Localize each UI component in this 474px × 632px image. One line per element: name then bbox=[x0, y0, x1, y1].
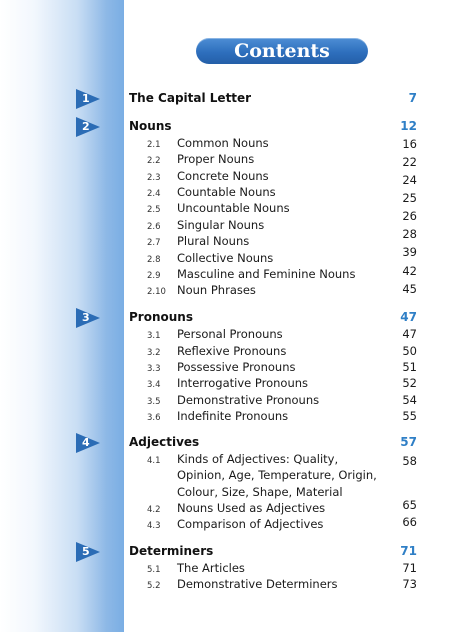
chapter-marker-icon: 3 bbox=[76, 308, 100, 328]
section-page: 73 bbox=[402, 577, 417, 591]
section-number: 2.2 bbox=[147, 156, 161, 166]
blue-spine bbox=[0, 0, 124, 632]
section-number: 4.2 bbox=[147, 505, 161, 515]
section-page: 45 bbox=[402, 282, 417, 296]
section-title[interactable]: Interrogative Pronouns bbox=[177, 376, 309, 390]
chapter-page: 71 bbox=[400, 544, 417, 558]
section-title[interactable]: The Articles bbox=[177, 561, 245, 575]
section-number: 2.9 bbox=[147, 271, 161, 281]
section-page: 25 bbox=[402, 191, 417, 205]
chapter-title[interactable]: Pronouns bbox=[129, 310, 193, 324]
section-title[interactable]: Comparison of Adjectives bbox=[177, 517, 324, 531]
section-title[interactable]: Concrete Nouns bbox=[177, 169, 269, 183]
section-page: 65 bbox=[402, 498, 417, 512]
section-number: 2.3 bbox=[147, 173, 161, 183]
chapter-page: 57 bbox=[400, 435, 417, 449]
section-page: 47 bbox=[402, 327, 417, 341]
section-page: 16 bbox=[402, 137, 417, 151]
chapter-title[interactable]: Nouns bbox=[129, 119, 172, 133]
section-number: 4.1 bbox=[147, 456, 161, 466]
section-title[interactable]: Singular Nouns bbox=[177, 218, 265, 232]
section-page: 54 bbox=[402, 393, 417, 407]
chapter-title[interactable]: Adjectives bbox=[129, 435, 200, 449]
section-page: 55 bbox=[402, 409, 417, 423]
section-title[interactable]: Proper Nouns bbox=[177, 152, 255, 166]
section-title[interactable]: Personal Pronouns bbox=[177, 327, 283, 341]
section-title[interactable]: Demonstrative Determiners bbox=[177, 577, 338, 591]
section-number: 2.1 bbox=[147, 140, 161, 150]
chapter-title[interactable]: The Capital Letter bbox=[129, 91, 252, 105]
section-title[interactable]: Kinds of Adjectives: Quality, bbox=[177, 452, 339, 466]
section-number: 3.2 bbox=[147, 348, 161, 358]
section-title[interactable]: Reflexive Pronouns bbox=[177, 344, 287, 358]
section-title-continued: Opinion, Age, Temperature, Origin, bbox=[177, 468, 377, 482]
section-page: 58 bbox=[402, 454, 417, 468]
section-number: 3.1 bbox=[147, 331, 161, 341]
section-title[interactable]: Common Nouns bbox=[177, 136, 269, 150]
section-page: 39 bbox=[402, 245, 417, 259]
section-title[interactable]: Demonstrative Pronouns bbox=[177, 393, 320, 407]
section-number: 4.3 bbox=[147, 521, 161, 531]
section-page: 51 bbox=[402, 360, 417, 374]
section-title[interactable]: Masculine and Feminine Nouns bbox=[177, 267, 356, 281]
chapter-title[interactable]: Determiners bbox=[129, 544, 214, 558]
section-page: 66 bbox=[402, 515, 417, 529]
chapter-marker-icon: 2 bbox=[76, 117, 100, 137]
section-number: 2.5 bbox=[147, 205, 161, 215]
section-number: 3.6 bbox=[147, 413, 161, 423]
section-number: 2.4 bbox=[147, 189, 161, 199]
section-title-continued: Colour, Size, Shape, Material bbox=[177, 485, 343, 499]
section-page: 52 bbox=[402, 376, 417, 390]
chapter-marker-icon: 4 bbox=[76, 433, 100, 453]
section-number: 2.8 bbox=[147, 255, 161, 265]
section-number: 3.5 bbox=[147, 397, 161, 407]
page-title: Contents bbox=[196, 38, 368, 64]
section-page: 42 bbox=[402, 264, 417, 278]
section-page: 26 bbox=[402, 209, 417, 223]
section-title[interactable]: Countable Nouns bbox=[177, 185, 276, 199]
section-page: 28 bbox=[402, 227, 417, 241]
section-number: 3.4 bbox=[147, 380, 161, 390]
section-number: 5.1 bbox=[147, 565, 161, 575]
section-title[interactable]: Nouns Used as Adjectives bbox=[177, 501, 326, 515]
section-number: 2.7 bbox=[147, 238, 161, 248]
section-title[interactable]: Indefinite Pronouns bbox=[177, 409, 289, 423]
section-number: 3.3 bbox=[147, 364, 161, 374]
chapter-marker-icon: 1 bbox=[76, 89, 100, 109]
section-number: 5.2 bbox=[147, 581, 161, 591]
chapter-marker-icon: 5 bbox=[76, 542, 100, 562]
section-number: 2.10 bbox=[147, 287, 166, 297]
section-page: 50 bbox=[402, 344, 417, 358]
chapter-page: 47 bbox=[400, 310, 417, 324]
section-title[interactable]: Uncountable Nouns bbox=[177, 201, 290, 215]
section-title[interactable]: Noun Phrases bbox=[177, 283, 256, 297]
section-title[interactable]: Collective Nouns bbox=[177, 251, 274, 265]
section-page: 24 bbox=[402, 173, 417, 187]
chapter-page: 7 bbox=[408, 91, 417, 105]
section-title[interactable]: Plural Nouns bbox=[177, 234, 250, 248]
section-page: 22 bbox=[402, 155, 417, 169]
section-title[interactable]: Possessive Pronouns bbox=[177, 360, 296, 374]
chapter-page: 12 bbox=[400, 119, 417, 133]
section-page: 71 bbox=[402, 561, 417, 575]
section-number: 2.6 bbox=[147, 222, 161, 232]
